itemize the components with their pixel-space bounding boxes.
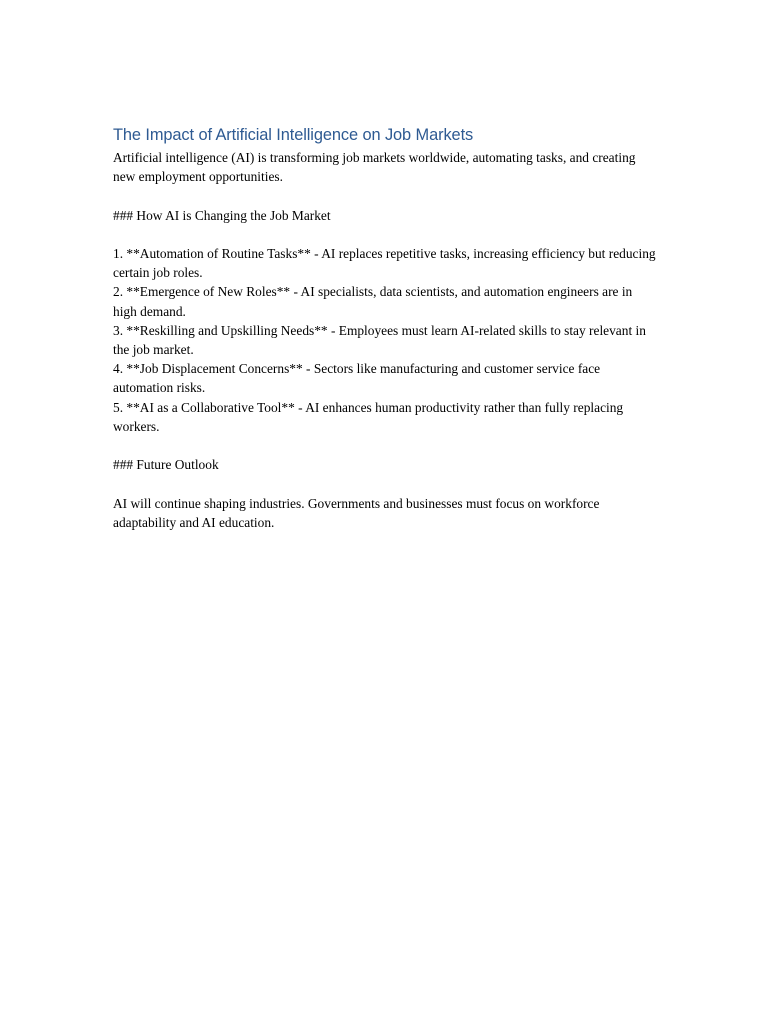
list-item: 3. **Reskilling and Upskilling Needs** - Employees must learn AI-related skills to stay relevant in the job market.	[113, 322, 646, 357]
blank-line	[113, 186, 658, 205]
document-title: The Impact of Artificial Intelligence on Job Markets	[113, 126, 474, 144]
list-item: 1. **Automation of Routine Tasks** - AI replaces repetitive tasks, increasing efficiency but reducing certain job roles.	[113, 245, 656, 281]
list-item: 5. **AI as a Collaborative Tool** - AI enhances human productivity rather than fully replacing workers.	[113, 399, 624, 434]
intro-paragraph: Artificial intelligence (AI) is transforming job markets worldwide, automating tasks, and creating new employment opportunities.	[113, 150, 636, 185]
changes-list	[113, 244, 658, 436]
list-item: 4. **Job Displacement Concerns** - Sectors like manufacturing and customer service face automation risks.	[113, 361, 601, 396]
section-heading-future-outlook: ### Future Outlook	[113, 457, 219, 473]
conclusion-paragraph: AI will continue shaping industries. Governments and businesses must focus on workforce adaptability and AI education.	[113, 495, 600, 530]
blank-line	[113, 474, 658, 493]
section-heading-how-ai: ### How AI is Changing the Job Market	[113, 207, 331, 223]
list-item: 2. **Emergence of New Roles** - AI specialists, data scientists, and automation engineers are in high demand.	[113, 284, 633, 319]
blank-line	[113, 436, 658, 455]
document-page	[113, 124, 658, 532]
blank-line	[113, 225, 658, 244]
